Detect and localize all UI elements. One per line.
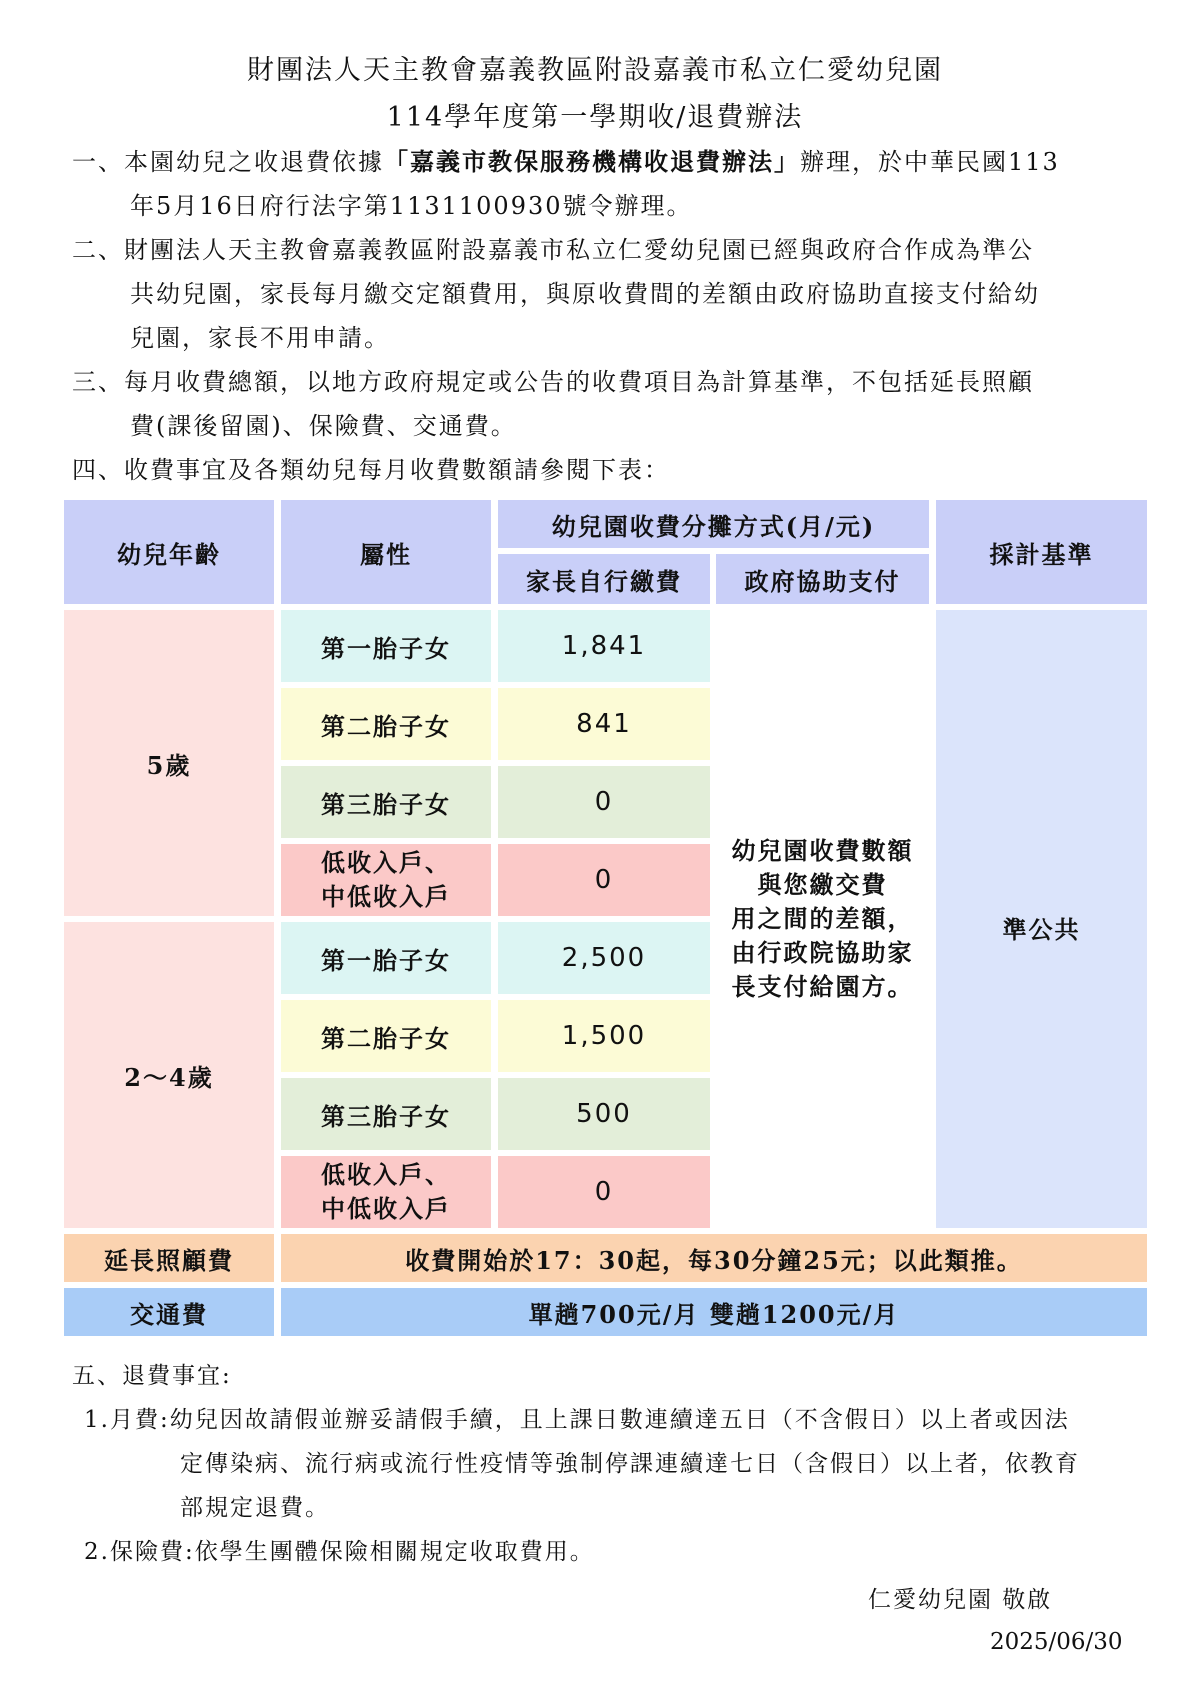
standard-value: 準公共	[936, 610, 1147, 1228]
section-1-line-1: 一、本園幼兒之收退費依據「嘉義市教保服務機構收退費辦法」辦理，於中華民國113	[72, 147, 1060, 176]
transport-value: 單趟700元/月 雙趟1200元/月	[281, 1288, 1147, 1336]
section-2-line-2: 共幼兒園，家長每月繳交定額費用，與原收費間的差額由政府協助直接支付給幼	[130, 280, 1040, 308]
header-government-pays: 政府協助支付	[716, 554, 929, 604]
refund-item-1-line-3: 部規定退費。	[180, 1495, 330, 1521]
header-attribute: 屬性	[281, 500, 491, 604]
section-2-line-3: 兒園，家長不用申請。	[130, 324, 390, 352]
transport-label: 交通費	[64, 1288, 274, 1336]
extended-care-label: 延長照顧費	[64, 1234, 274, 1282]
date: 2025/06/30	[990, 1629, 1123, 1655]
header-parent-pays: 家長自行繳費	[498, 554, 710, 604]
age-2-4-years: 2～4歲	[64, 922, 274, 1228]
attribute-second-child: 第二胎子女	[281, 1000, 491, 1072]
signature: 仁愛幼兒園 敬啟	[868, 1587, 1053, 1613]
fee-5-second-child: 841	[498, 688, 710, 760]
attribute-low-income: 低收入戶、 中低收入戶	[281, 844, 491, 916]
fee-5-first-child: 1,841	[498, 610, 710, 682]
attribute-low-income: 低收入戶、 中低收入戶	[281, 1156, 491, 1228]
page-subtitle: 114學年度第一學期收/退費辦法	[386, 102, 804, 133]
extended-care-value: 收費開始於17：30起，每30分鐘25元；以此類推。	[281, 1234, 1147, 1282]
refund-item-1-line-2: 定傳染病、流行病或流行性疫情等強制停課連續達七日（含假日）以上者，依教育	[180, 1451, 1080, 1477]
attribute-second-child: 第二胎子女	[281, 688, 491, 760]
section-4-line-1: 四、收費事宜及各類幼兒每月收費數額請參閱下表：	[72, 456, 670, 484]
fee-24-third-child: 500	[498, 1078, 710, 1150]
section-1-line-2: 年5月16日府行法字第1131100930號令辦理。	[130, 192, 693, 220]
attribute-first-child: 第一胎子女	[281, 610, 491, 682]
attribute-first-child: 第一胎子女	[281, 922, 491, 994]
refund-item-1-line-1: 1.月費:幼兒因故請假並辦妥請假手續，且上課日數連續達五日（不含假日）以上者或因法	[84, 1407, 1070, 1433]
header-standard: 採計基準	[936, 500, 1147, 604]
regulation-name: 「嘉義市教保服務機構收退費辦法」	[384, 147, 800, 176]
section-2-line-1: 二、財團法人天主教會嘉義教區附設嘉義市私立仁愛幼兒園已經與政府合作成為準公	[72, 236, 1034, 264]
section-3-line-2: 費(課後留園)、保險費、交通費。	[130, 412, 517, 440]
attribute-third-child: 第三胎子女	[281, 1078, 491, 1150]
header-age: 幼兒年齡	[64, 500, 274, 604]
header-fee-split: 幼兒園收費分攤方式(月/元)	[498, 500, 929, 548]
fee-24-low-income: 0	[498, 1156, 710, 1228]
section-3-line-1: 三、每月收費總額，以地方政府規定或公告的收費項目為計算基準，不包括延長照顧	[72, 368, 1034, 396]
page-title: 財團法人天主教會嘉義教區附設嘉義市私立仁愛幼兒園	[247, 55, 943, 86]
section-5-title: 五、退費事宜:	[72, 1363, 232, 1389]
fee-5-low-income: 0	[498, 844, 710, 916]
fee-5-third-child: 0	[498, 766, 710, 838]
refund-item-2: 2.保險費:依學生團體保險相關規定收取費用。	[84, 1539, 595, 1565]
fee-24-first-child: 2,500	[498, 922, 710, 994]
attribute-third-child: 第三胎子女	[281, 766, 491, 838]
age-5-years: 5歲	[64, 610, 274, 916]
government-note: 幼兒園收費數額 與您繳交費 用之間的差額， 由行政院協助家 長支付給園方。	[716, 610, 929, 1228]
fee-24-second-child: 1,500	[498, 1000, 710, 1072]
